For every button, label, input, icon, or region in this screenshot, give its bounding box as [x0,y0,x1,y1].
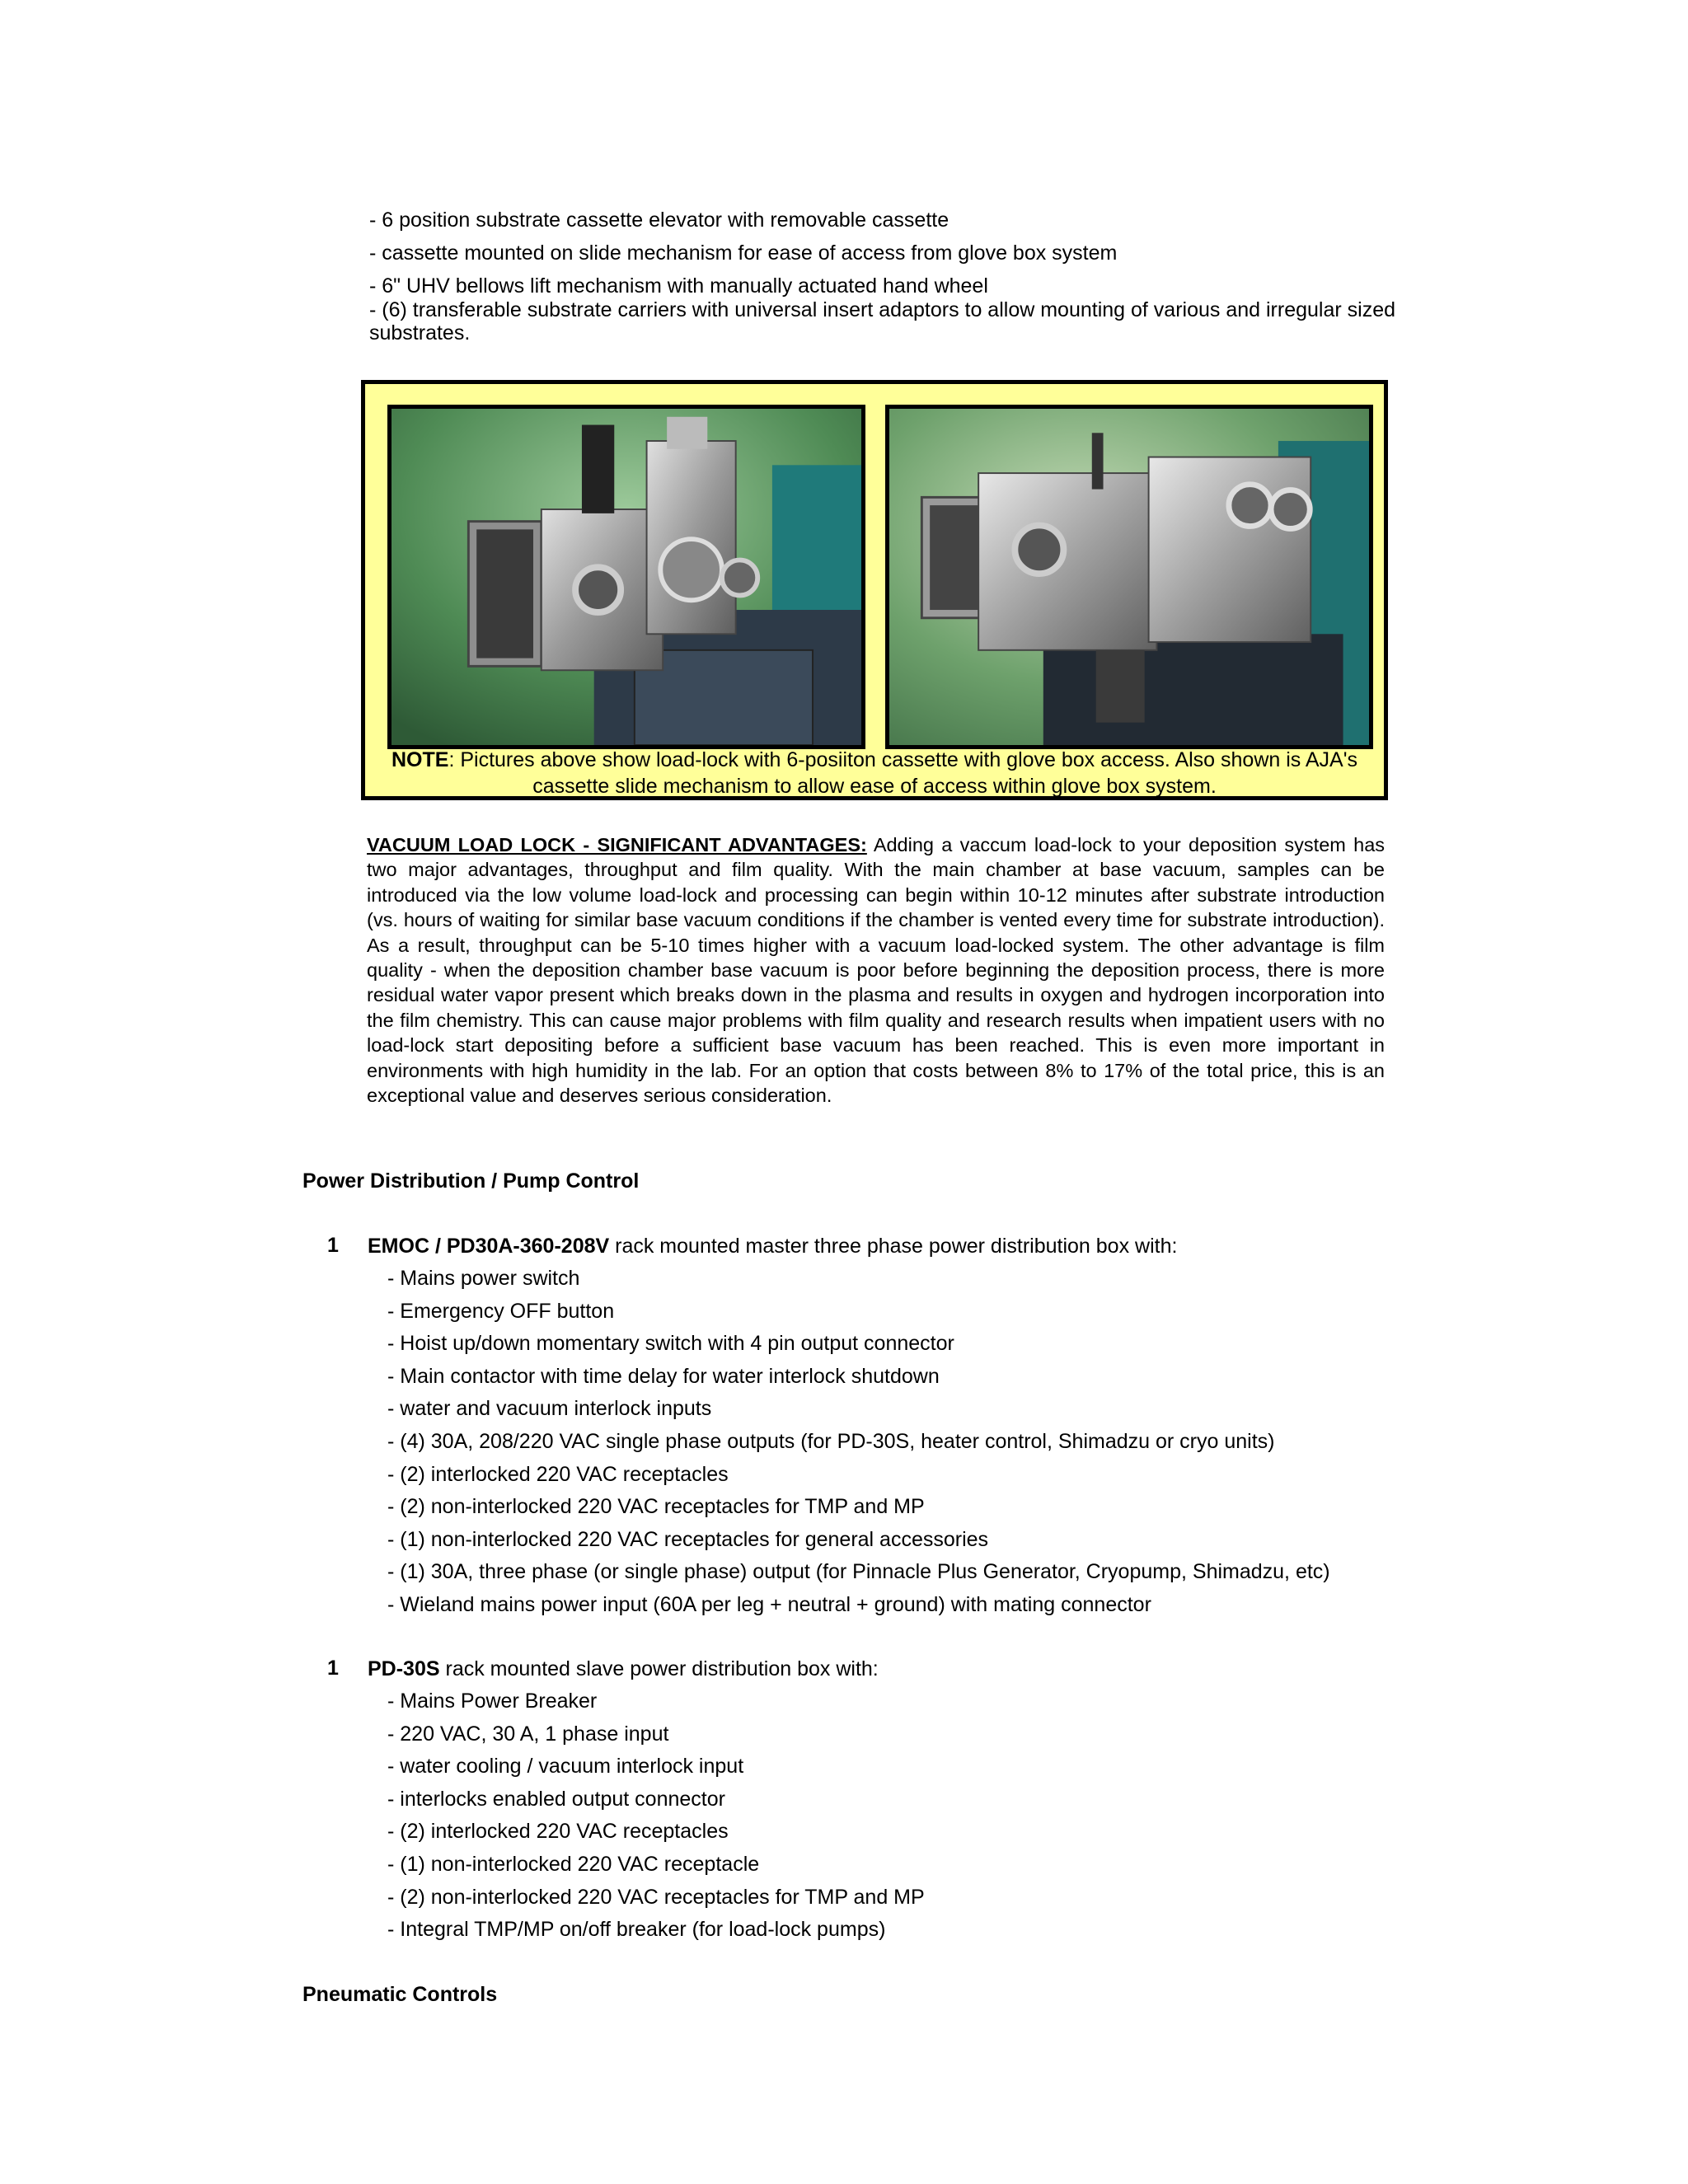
bullet-item: - cassette mounted on slide mechanism for ease of access from glove box system [369,241,1118,265]
list-item: - water and vacuum interlock inputs [387,1397,712,1421]
item-quantity: 1 [327,1234,339,1257]
list-item: - Hoist up/down momentary switch with 4 pin output connector [387,1332,954,1356]
list-item: - Emergency OFF button [387,1299,615,1323]
list-item: - (1) non-interlocked 220 VAC receptacles for general accessories [387,1527,989,1551]
list-item: - (1) non-interlocked 220 VAC receptacle [387,1852,760,1876]
item-description: rack mounted slave power distribution box with: [439,1657,879,1680]
list-item: - (4) 30A, 208/220 VAC single phase outputs (for PD-30S, heater control, Shimadzu or cryo units) [387,1429,1275,1453]
item-description: rack mounted master three phase power distribution box with: [609,1235,1178,1258]
list-item: - Mains power switch [387,1267,580,1290]
top-bullet-list [369,208,1400,353]
advantages-heading: VACUUM LOAD LOCK - SIGNIFICANT ADVANTAGES: [367,834,867,855]
bullet-item: - 6" UHV bellows lift mechanism with manually actuated hand wheel [369,274,988,298]
pd30s-feature-list [387,1689,925,1950]
vacuum-system-image [889,409,1369,745]
section-heading-pneumatic: Pneumatic Controls [302,1983,498,2006]
photo-note [373,747,1376,799]
list-item: - Integral TMP/MP on/off breaker (for load-lock pumps) [387,1918,886,1942]
item-pd30s-header [368,1657,879,1681]
list-item: - (2) interlocked 220 VAC receptacles [387,1820,729,1844]
note-text: : Pictures above show load-lock with 6-posiiton cassette with glove box access. Also shown is AJA's cassette slide mechanism to allow ease of access within glove box system. [448,748,1357,798]
list-item: - (2) interlocked 220 VAC receptacles [387,1462,729,1486]
advantages-body: Adding a vaccum load-lock to your deposition system has two major advantages, throughput and film quality. With the main chamber at base vacuum, samples can be introduced via the low volume load-lock and processing can begin within 10-12 minutes after substrate introduction (vs. hours of waiting for similar base vacuum conditions if the chamber is vented every time for substrate introduction). As a result, throughput can be 5-10 times higher with a vacuum load-locked system. The other advantage is film quality - when the deposition chamber base vacuum is poor before beginning the deposition process, there is more residual water vapor present which breaks down in the plasma and results in oxygen and hydrogen incorporation into the film chemistry. This can cause major problems with film quality and research results when impatient users with no load-lock start depositing before a sufficient base vacuum has been reached. This is even more important in environments with high humidity in the lab. For an option that costs between 8% to 17% of the total price, this is an exceptional value and deserves serious consideration. [367,834,1386,1107]
section-heading-power: Power Distribution / Pump Control [302,1169,640,1193]
list-item: - (2) non-interlocked 220 VAC receptacles for TMP and MP [387,1495,925,1519]
photo-panel [361,380,1388,800]
note-label: NOTE [392,748,449,771]
list-item: - interlocks enabled output connector [387,1787,725,1811]
bullet-item: - (6) transferable substrate carriers with universal insert adaptors to allow mounting of various and irregular sized substrates. [369,298,1396,344]
load-lock-photo-left [387,405,865,749]
item-model: EMOC / PD30A-360-208V [368,1235,610,1258]
emoc-feature-list [387,1266,1330,1625]
list-item: - Mains Power Breaker [387,1690,598,1713]
list-item: - 220 VAC, 30 A, 1 phase input [387,1722,669,1746]
list-item: - (2) non-interlocked 220 VAC receptacles for TMP and MP [387,1885,925,1909]
list-item: - (1) 30A, three phase (or single phase) output (for Pinnacle Plus Generator, Cryopump, Shimadzu, etc) [387,1560,1330,1584]
item-quantity: 1 [327,1657,339,1680]
list-item: - Wieland mains power input (60A per leg + neutral + ground) with mating connector [387,1592,1151,1616]
list-item: - water cooling / vacuum interlock input [387,1755,744,1779]
list-item: - Main contactor with time delay for water interlock shutdown [387,1364,940,1388]
bullet-item: - 6 position substrate cassette elevator with removable cassette [369,209,950,232]
advantages-paragraph [367,832,1385,1108]
item-emoc-header [368,1234,1177,1258]
load-lock-photo-right [885,405,1373,749]
vacuum-system-image [392,409,861,745]
item-model: PD-30S [368,1657,440,1680]
